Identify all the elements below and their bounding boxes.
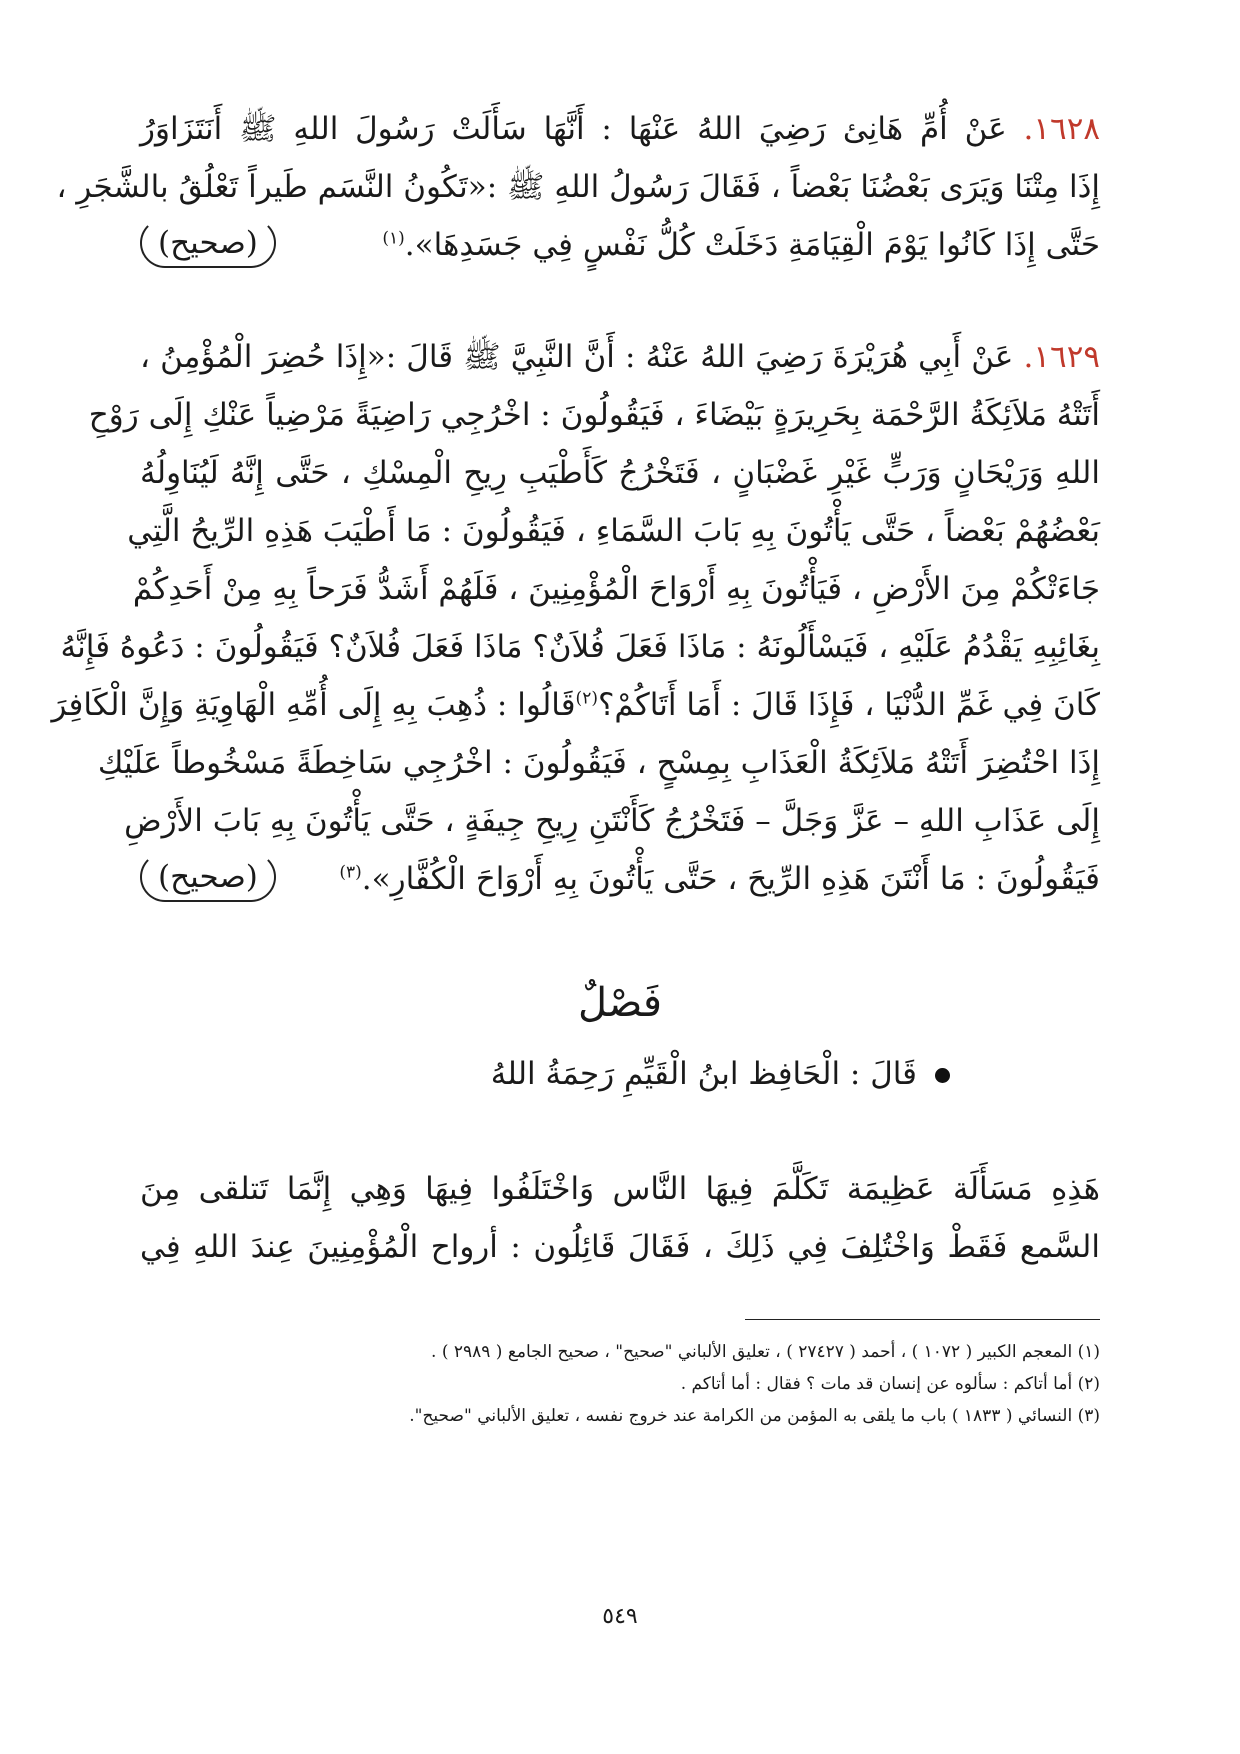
body-text-line: السَّمع فَقَطْ وَاخْتُلِفَ فِي ذَلِكَ ، فَقَالَ قَائِلُون : أرواح الْمُؤْمِنِينَ عِندَ اللهِ فِي — [140, 1229, 1100, 1265]
hadith-line — [51, 676, 1100, 734]
hadith-line — [132, 560, 1100, 618]
hadith-number: ١٦٢٨. — [1023, 111, 1100, 147]
hadith-text: قَالُوا : ذُهِبَ بِهِ إِلَى أُمِّهِ الْهَاوِيَةِ وَإِنَّ الْكَافِرَ — [51, 687, 576, 723]
hadith-text: إِذَا احْتُضِرَ أَتَتْهُ مَلاَئِكَةُ الْعَذَابِ بِمِسْحٍ ، فَيَقُولُونَ : اخْرُجِي سَاخِطَةً مَسْخُوطاً عَلَيْكِ — [97, 745, 1100, 781]
hadith-line — [56, 158, 1100, 216]
hadith-text: عَنْ أَبِي هُرَيْرَةَ رَضِيَ اللهُ عَنْهُ : أَنَّ النَّبِيَّ ﷺ قَالَ :«إِذَا حُضِرَ الْمُؤْمِنُ ، — [140, 339, 1014, 375]
hadith-line — [140, 328, 1100, 386]
hadith-text: إِلَى عَذَابِ اللهِ – عَزَّ وَجَلَّ – فَتَخْرُجُ كَأَنْتَنِ رِيحِ جِيفَةٍ ، حَتَّى يَأْتُونَ بِهِ بَابَ الأَرْضِ — [124, 803, 1100, 839]
hadith-line — [60, 618, 1100, 676]
hadith-text: بَعْضُهُمْ بَعْضاً ، حَتَّى يَأْتُونَ بِهِ بَابَ السَّمَاءِ ، فَيَقُولُونَ : مَا أَطْيَبَ هَذِهِ الرِّيحُ الَّتِي — [127, 513, 1100, 549]
page-number: ٥٤٩ — [602, 1604, 638, 1629]
hadith-text: عَنْ أُمِّ هَانِئ رَضِيَ اللهُ عَنْهَا : أَنَّهَا سَأَلَتْ رَسُولَ اللهِ ﷺ أَنَتَزَاوَرُ — [140, 111, 1007, 147]
hadith-line — [140, 850, 1100, 908]
hadith-text: إِذَا مِتْنَا وَيَرَى بَعْضُنَا بَعْضاً ، فَقَالَ رَسُولُ اللهِ ﷺ :«تَكُونُ النَّسَم طَيراً تَعْلُقُ بالشَّجَرِ ، — [56, 169, 1100, 205]
body-line — [140, 1160, 1100, 1218]
grade-badge: (صحيح) — [140, 852, 276, 902]
body-text — [140, 1160, 1100, 1276]
hadith-1629 — [51, 328, 1101, 908]
hadith-text: فَيَقُولُونَ : مَا أَنْتَنَ هَذِهِ الرِّيحَ ، حَتَّى يَأْتُونَ بِهِ أَرْوَاحَ الْكُفَّارِ». — [361, 861, 1100, 897]
saying-text: قَالَ : الْحَافِظ ابنُ الْقَيِّمِ رَحِمَةُ اللهُ — [490, 1056, 917, 1092]
hadith-line — [127, 502, 1100, 560]
hadith-1628 — [56, 100, 1100, 274]
footnote-ref: (٣) — [339, 862, 362, 883]
footnote-2: (٢) أما أتاكم : سألوه عن إنسان قد مات ؟ فقال : أما أتاكم . — [680, 1374, 1100, 1394]
hadith-line — [88, 386, 1100, 444]
hadith-line — [140, 444, 1100, 502]
body-text-line: هَذِهِ مَسَأَلَة عَظِيمَة تَكَلَّمَ فِيهَا النَّاس وَاخْتَلَفُوا فِيهَا وَهِي إِنَّمَا تَتلقى مِنَ — [140, 1171, 1100, 1207]
grade-badge: (صحيح) — [140, 218, 276, 268]
saying-line — [491, 1056, 950, 1092]
hadith-line — [140, 216, 1100, 274]
bullet-icon — [935, 1068, 950, 1083]
hadith-number: ١٦٢٩. — [1023, 339, 1101, 375]
footnote-divider — [745, 1319, 1100, 1320]
footnote-1: (١) المعجم الكبير ( ١٠٧٢ ) ، أحمد ( ٢٧٤٢٧ ) ، تعليق الألباني "صحيح" ، صحيح الجامع ( ٢٩٨٩ ) . — [431, 1342, 1100, 1362]
section-title: فَصْلٌ — [577, 980, 663, 1026]
hadith-text: اللهِ وَرَيْحَانٍ وَرَبٍّ غَيْرِ غَضْبَانٍ ، فَتَخْرُجُ كَأَطْيَبِ رِيحِ الْمِسْكِ ، حَتَّى إِنَّهُ لَيُنَاوِلُهُ — [140, 455, 1100, 491]
hadith-text: أَتَتْهُ مَلاَئِكَةُ الرَّحْمَة بِحَرِيرَةٍ بَيْضَاءَ ، فَيَقُولُونَ : اخْرُجِي رَاضِيَةً مَرْضِياً عَنْكِ إِلَى رَوْحِ — [88, 397, 1100, 433]
hadith-line — [97, 734, 1100, 792]
footnote-ref: (٢) — [575, 688, 598, 709]
hadith-line — [124, 792, 1100, 850]
hadith-text: جَاءَتْكُمْ مِنَ الأَرْضِ ، فَيَأْتُونَ بِهِ أَرْوَاحَ الْمُؤْمِنِينَ ، فَلَهُمْ أَشَدُّ فَرَحاً بِهِ مِنْ أَحَدِكُمْ — [132, 571, 1100, 607]
footnotes — [140, 1336, 1100, 1432]
footnote-ref: (١) — [382, 228, 405, 249]
hadith-text: كَانَ فِي غَمِّ الدُّنْيَا ، فَإِذَا قَالَ : أَمَا أَتَاكُمْ؟ — [597, 687, 1100, 723]
footnote-3: (٣) النسائي ( ١٨٣٣ ) باب ما يلقى به المؤمن من الكرامة عند خروج نفسه ، تعليق الألباني "صحيح". — [409, 1406, 1100, 1426]
body-line — [140, 1218, 1100, 1276]
hadith-line — [140, 100, 1100, 158]
hadith-text: حَتَّى إِذَا كَانُوا يَوْمَ الْقِيَامَةِ دَخَلَتْ كُلُّ نَفْسٍ فِي جَسَدِهَا». — [404, 227, 1100, 263]
hadith-text: بِغَائِبِهِ يَقْدُمُ عَلَيْهِ ، فَيَسْأَلُونَهُ : مَاذَا فَعَلَ فُلاَنٌ؟ مَاذَا فَعَلَ فُلاَنٌ؟ فَيَقُولُونَ : دَعُوهُ فَإِنَّهُ — [60, 629, 1100, 665]
